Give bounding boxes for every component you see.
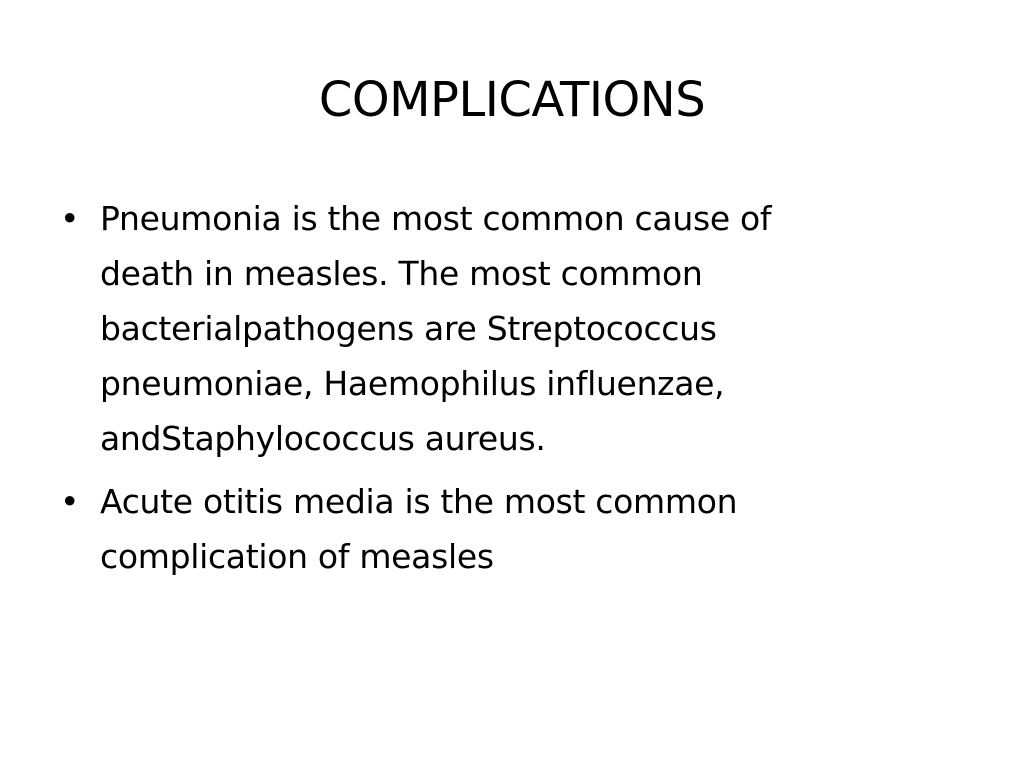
bullet-line: pneumoniae, Haemophilus influenzae, — [100, 364, 725, 403]
slide-title: COMPLICATIONS — [318, 72, 706, 128]
bullet-line: Pneumonia is the most common cause of — [100, 199, 772, 238]
bullet-line: andStaphylococcus aureus. — [100, 419, 546, 458]
bullet-line: Acute otitis media is the most common — [100, 482, 738, 521]
bullet-list — [56, 191, 956, 592]
bullet-line: complication of measles — [100, 537, 494, 576]
bullet-line: bacterialpathogens are Streptococcus — [100, 309, 717, 348]
bullet-item-pneumonia — [56, 191, 956, 466]
bullet-item-otitis-media — [56, 474, 956, 584]
bullet-dot-icon: • — [60, 482, 80, 521]
bullet-dot-icon: • — [60, 199, 80, 238]
bullet-line: death in measles. The most common — [100, 254, 703, 293]
